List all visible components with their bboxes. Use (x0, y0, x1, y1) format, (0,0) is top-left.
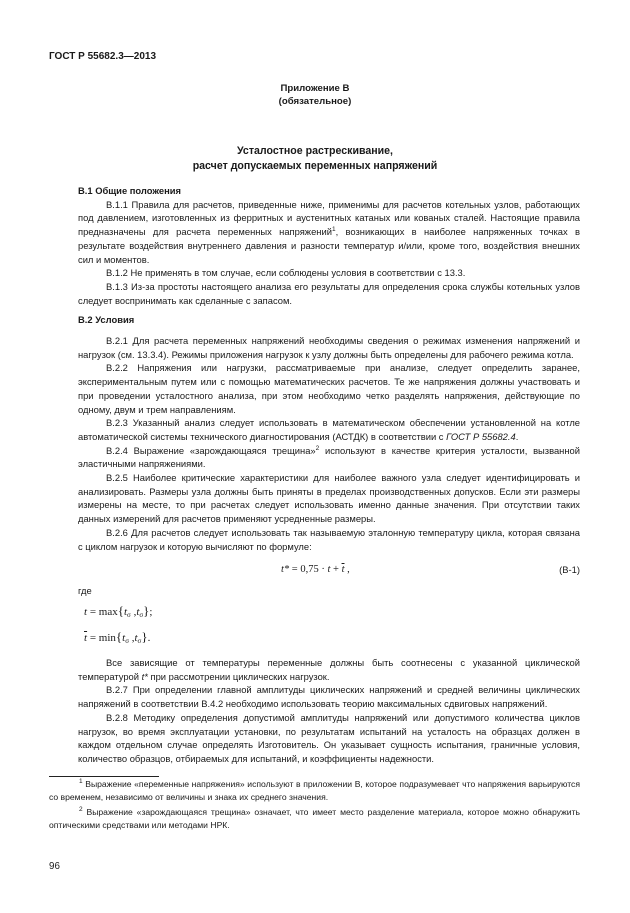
document-title (0, 144, 630, 174)
footnote-2: $^2$ Выражение «зарождающаяся трещина» означает, что имеет место разделение материала, которое можно обнаружить оптическими средствами или методами НРК. (49, 806, 580, 831)
footnote-ref-2[interactable]: 2 (315, 444, 320, 452)
footnote-1: $^1$ Выражение «переменные напряжения» используют в приложении В, которое подразумевает что напряжения варьируются со временем, независимо от величины и знака их среднего значения. (49, 778, 580, 802)
paragraph-b2-7: В.2.7 При определении главной амплитуды циклических напряжений и средней величины циклических напряжений в соответствии В.4.2 необходимо использовать теорию максимальных сдвиговых напряжений. (78, 684, 580, 710)
paragraph-b2-2: В.2.2 Напряжения или нагрузки, рассматриваемые при анализе, следует определить заранее, экспериментальным путем или с помощью математических расчетов. Те же напряжения должны участвовать и при проведении усталостного анализа, при этом необходимо четко разделять напряжения, действующие по одному, двум и трем направлениям. (78, 362, 580, 415)
paragraph-b1-3: В.1.3 Из-за простоты настоящего анализа его результаты для определения срока службы котельных узлов следует воспринимать как сделанные с запасом. (78, 280, 580, 306)
formula-expression: $t* = 0,75 \cdot t + \overline{t}$ , (281, 564, 350, 576)
formula-t-min: $\overline{t} = \min\{t_\sigma$ $,t_\sigma$}. (84, 628, 151, 645)
paragraph-b1-2: В.1.2 Не применять в том случае, если соблюдены условия в соответствии с 13.3. (106, 267, 466, 279)
section-heading-b2: В.2 Условия (78, 314, 135, 326)
footnotes (49, 772, 580, 832)
annex-title: Приложение В (280, 83, 350, 94)
paragraph-b2-3: В.2.3 Указанный анализ следует использовать в математическом обеспечении установленной на котле автоматической системы технического диагностирования (АСТДК) в соответствии с ГОСТ Р 55682.4. (78, 417, 580, 442)
paragraph-b2-5: В.2.5 Наиболее критические характеристики для наиболее важного узла следует идентифицировать и анализировать. Размеры узла должны быть приняты в пределах производственных допусков. Если эти размеры измерены на месте, то при расчетах следует использовать именно данные значения. При отсутствии таких данных измерений для расчетов применяют усредненные размеры. (78, 472, 580, 525)
title-line-2: расчет допускаемых переменных напряжений (192, 160, 438, 172)
paragraph-b2-6-cont: Все зависящие от температуры переменные должны быть соотнесены с указанной циклической температурой t* при рассмотрении циклических нагрузок. (78, 656, 580, 682)
paragraph-b1-1: В.1.1 Правила для расчетов, приведенные ниже, применимы для расчетов котельных узлов, работающих под давлением, изготовленных из ферритных и аустенитных катаных или кованых сталей. Настоящие правила предназначены для расчета переменных напряжений$^1$, возникающих в наиболее напряженных точках в результате воздействия внутреннего давления и разности температур и/или, кроме того, воздействия внешних сил и моментов. (78, 198, 580, 265)
paragraph-b2-6: В.2.6 Для расчетов следует использовать так называемую эталонную температуру цикла, которая связана с циклом нагрузок и которую вычисляют по формуле: (78, 526, 580, 552)
standard-reference: ГОСТ Р 55682.4 (446, 430, 516, 442)
section-heading-b1: В.1 Общие положения (78, 185, 181, 196)
annex-status: (обязательное) (278, 96, 352, 108)
formula-b1 (78, 562, 580, 582)
formula-number: (В-1) (559, 564, 580, 576)
where-label: где (78, 585, 92, 597)
paragraph-b2-1: В.2.1 Для расчета переменных напряжений необходимы сведения о режимах изменения напряжений и нагрузок (см. 13.3.4). Режимы приложения нагрузок к узлу должны быть определены для рабочего режима котла. (78, 335, 580, 360)
page-number: 96 (49, 861, 60, 872)
standard-header: ГОСТ Р 55682.3—2013 (49, 51, 157, 62)
formula-t-max: $t = \max\{t_\sigma$ $,t_\sigma$}; (84, 602, 153, 619)
footnote-ref-1[interactable]: 1 (331, 225, 336, 233)
annex-heading (0, 82, 630, 108)
paragraph-b2-4: В.2.4 Выражение «зарождающаяся трещина»$^2$ используют в качестве критерия усталости, вызванной эластичными напряжениями. (78, 444, 580, 470)
title-line-1: Усталостное растрескивание, (237, 145, 393, 157)
paragraph-b2-8: В.2.8 Методику определения допустимой амплитуды напряжений или допустимого количества циклов нагрузок, во время эксплуатации установки, по результатам испытаний на усталость на образцах должен в каждом отдельном случае определять Изготовитель. Он указывает сущность испытания, граничные условия, количество образцов, отбираемых для испытаний, и коэффициенты надежности. (78, 711, 580, 764)
document-body (78, 184, 580, 766)
